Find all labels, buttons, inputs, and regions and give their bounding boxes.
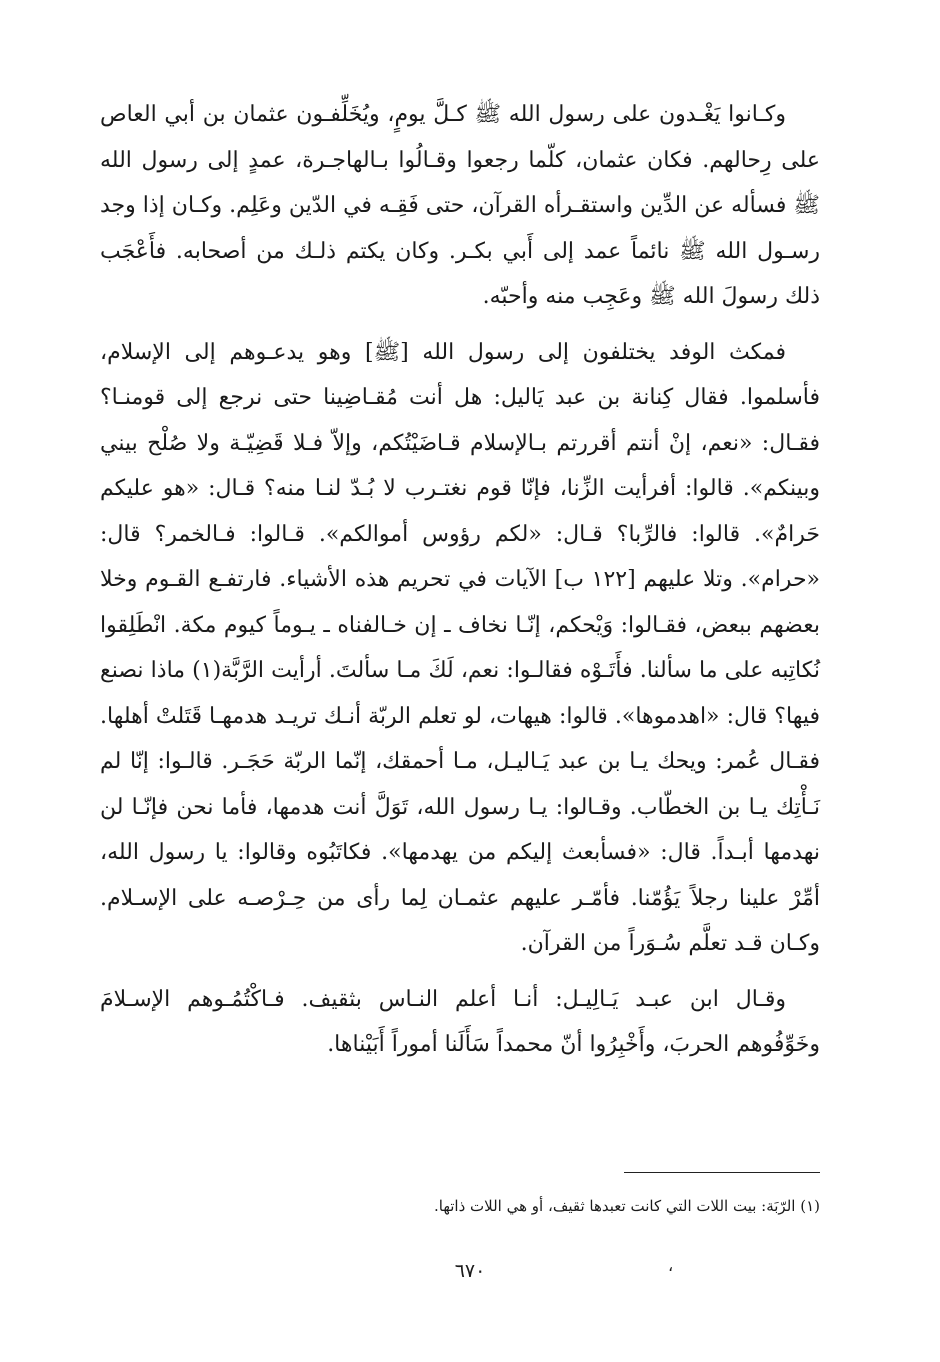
paragraph-2: فمكث الوفد يختلفون إلى رسول الله [ﷺ] وهو يدعـوهم إلى الإسلام، فأسلموا. فقال كِنانة بن عبد يَاليل: هل أنت مُقـاضِينا حتى نرجع إلى قومنـا؟ فقـال: «نعم، إنْ أنتم أقررتم بـالإسلام قـاضَيْتُكم، وإلاّ فـلا قَضِيّـة ولا صُلْح بيني وبينكم». قالوا: أفرأيت الزِّنا، فإنّا قوم نغتـرب لا بُـدّ لنـا منه؟ قـال: «هو عليكم حَرامٌ». قالوا: فالرِّبا؟ قـال: «لكم رؤوس أموالكم». قـالوا: فـالخمر؟ قال: «حرام». وتلا عليهم [١٢٢ ب] الآيات في تحريم هذه الأشياء. فارتفـع القـوم وخلا بعضهم ببعض، فقـالوا: وَيْحكم، إنّـا نخاف ـ إن خـالفناه ـ يـوماً كيوم مكة. انْطَلِقوا نُكاتِبه على ما سألنا. فأَتَـوْه فقالـوا: نعم، لَكَ مـا سألتَ. أرأيت الرَّبَّة(١) ماذا نصنع فيها؟ قال: «اهدموها». قالوا: هيهات، لو تعلم الربّة أنـك تريـد هدمهـا قَتَلتْ أهلها. فقـال عُمر: ويحك يـا بن عبد يَـاليـل، مـا أحمقك، إنّما الربّة حَجَـر. قالـوا: إنّا لم نَـأْتِك يـا بن الخطّاب. وقـالوا: يـا رسول الله، تَوَلَّ أنت هدمها، فأما نحن فإنّـا لن نهدمها أبـداً. قال: «فسأبعث إليكم من يهدمها». فكاتَبُوه وقالوا: يا رسول الله، أمِّرْ علينا رجلاً يَؤُمّنا. فأمّـر عليهم عثمـان لِما رأى من حِـرْصـه على الإسـلام. وكـان قـد تعلَّم سُـوَراً من القرآن. (100, 339, 820, 956)
footnote-divider (624, 1172, 820, 1173)
page-number: ٦٧٠ (454, 1260, 486, 1282)
footnote: (١) الرّبَة: بيت اللات التي كانت تعبدها ثقيف، أو هي اللات ذاتها. (434, 1197, 820, 1215)
paragraph-1: وكـانوا يَغْـدون على رسول الله ﷺ كـلَّ يومٍ، ويُخَلِّفـون عثمان بن أبي العاص على رِحالهم. فكان عثمان، كلّما رجعوا وقـالُوا بـالهاجـرة، عمدٍ إلى رسول الله ﷺ فسأله عن الدِّين واستقـرأه القرآن، حتى فَقِـه في الدّين وعَلِم. وكـان إذا وجد رسـول الله ﷺ نائماً عمد إلى أَبي بكـر. وكان يكتم ذلـك من أصحابه. فأَعْجَب ذلك رسولَ الله ﷺ وعَجِب منه وأحبّه. (100, 102, 820, 309)
paragraph-3: وقـال ابن عبـد يَـالِيـل: أنـا أعلم النـاس بثقيف. فـاكْتُمُـوهم الإسـلامَ وخَوِّفُوهم الحربَ، وأَخْبِرُوا أنّ محمداً سَأَلَنا أموراً أَبَيْناها. (100, 986, 820, 1057)
page-mark: ، (668, 1256, 674, 1275)
main-text (100, 92, 820, 1068)
